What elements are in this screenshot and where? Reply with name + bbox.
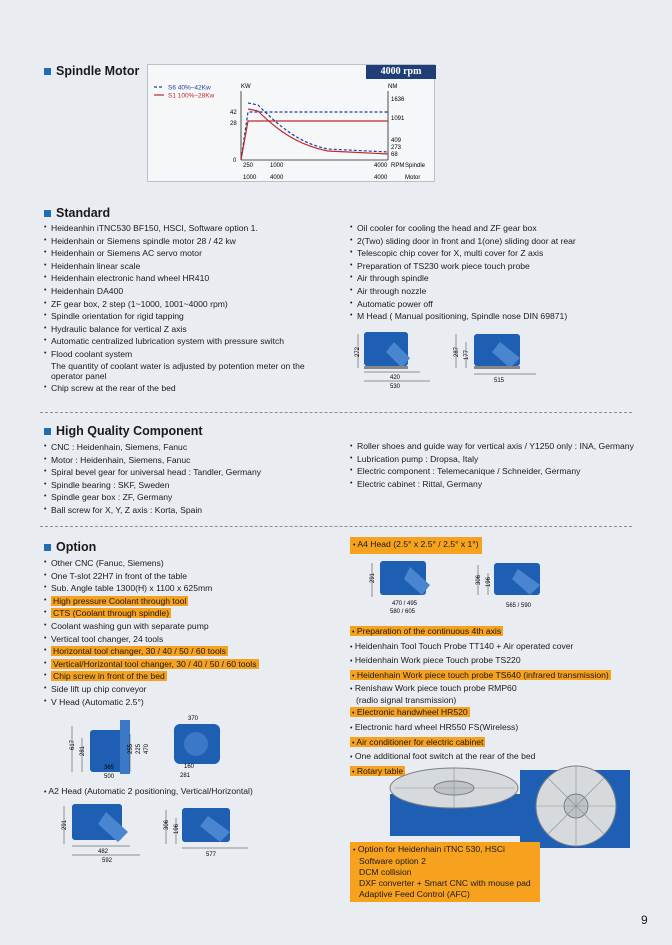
highlight-option: • Air conditioner for electric cabinet [352, 736, 484, 747]
list-item: • Electronic hard wheel HR550 FS(Wireless) [350, 721, 519, 732]
x-tick-4000: 4000 [374, 163, 388, 169]
list-item [350, 625, 640, 640]
list-item: • Lubrication pump : Dropsa, Italy [350, 453, 640, 466]
highlight-option: Vertical/Horizontal tool changer, 30 / 40 / 50 / 60 tools [53, 658, 257, 669]
list-item: • One T-slot 22H7 in front of the table [44, 570, 344, 583]
list-item: • Ball screw for X, Y, Z axis : Korta, Spain [44, 504, 344, 517]
rpm-badge: 4000 rpm [366, 65, 436, 79]
x-tick-motor-4000: 4000 [270, 175, 284, 181]
section-title-text: Option [56, 540, 97, 554]
list-item: • Renishaw Work piece touch probe RMP60 (radio signal transmission) [350, 683, 517, 706]
section-bullet-icon [44, 544, 51, 551]
option-left-list [44, 557, 344, 708]
list-item [44, 658, 344, 671]
list-item [44, 645, 344, 658]
vhead-drawing [66, 712, 306, 780]
x-tick-1000: 1000 [270, 163, 284, 169]
list-item: • Electric component : Telemecanique / Schneider, Germany [350, 465, 640, 478]
list-item: • Electric cabinet : Rittal, Germany [350, 478, 640, 491]
mhead-b-dim-287: 287 [454, 346, 460, 357]
legend-s6: S6 40%–42Kw [168, 84, 211, 92]
vhead-dim-617: 617 [70, 739, 76, 750]
highlight-option: • Rotary table [352, 765, 404, 776]
list-item: • CNC : Heidenhain, Siemens, Fanuc [44, 441, 344, 454]
list-item: • Heidenhain DA400 [44, 285, 344, 298]
mhead-a-dim-420: 420 [390, 375, 401, 381]
list-item: • Preparation of TS230 work piece touch probe [350, 260, 640, 273]
a2-dim-291: 291 [62, 819, 68, 830]
legend-s1: S1 100%–28Kw [168, 92, 215, 100]
spindle-section-title [44, 64, 139, 78]
left-tick-28: 28 [230, 121, 237, 127]
a4-head-title: • A4 Head (2.5° x 2.5° / 2.5° x 1°) [350, 537, 482, 554]
list-item: • Heidenhain Tool Touch Probe TT140 + Air operated cover [350, 640, 574, 651]
list-item: • Vertical tool changer, 24 tools [44, 633, 344, 646]
vhead-dim-225: 225 [136, 743, 142, 754]
list-item [44, 595, 344, 608]
list-item: • Automatic centralized lubrication system with pressure switch [44, 335, 344, 348]
mhead-a-dim-272: 272 [355, 346, 361, 357]
option-right-list [350, 625, 640, 779]
standard-section-title [44, 206, 110, 220]
list-item: • Spindle orientation for rigid tapping [44, 310, 344, 323]
a4-dim-565-590: 565 / 590 [506, 603, 532, 609]
list-item: • Sub. Angle table 1300(H) x 1100 x 625mm [44, 582, 344, 595]
x-tick-motor-4000b: 4000 [374, 175, 388, 181]
left-tick-42: 42 [230, 110, 237, 116]
s1-power-curve [241, 121, 388, 160]
box-line: Adaptive Feed Control (AFC) [359, 889, 470, 899]
a4-dim-306: 306 [476, 574, 482, 585]
x-tick-motor-1000: 1000 [243, 175, 257, 181]
list-item: • Heideanhin iTNC530 BF150, HSCI, Software option 1. [44, 222, 344, 235]
vhead-dim-470: 470 [144, 743, 150, 754]
list-item: • Air through nozzle [350, 285, 640, 298]
list-item: • Heidenhain electronic hand wheel HR410 [44, 272, 344, 285]
list-item [350, 706, 640, 721]
motor-label: Motor [405, 175, 421, 181]
list-item: • One additional foot switch at the rear of the bed [350, 751, 536, 762]
list-item: • Motor : Heidenhain, Siemens, Fanuc [44, 454, 344, 467]
mhead-b-dim-177: 177 [464, 349, 470, 360]
a2-head-title: • A2 Head (Automatic 2 positioning, Vertical/Horizontal) [44, 786, 253, 796]
vhead-dim-365: 365 [104, 765, 115, 771]
vhead-dim-370: 370 [188, 716, 199, 722]
a4-dim-196: 196 [486, 576, 492, 587]
a2-head-drawing [58, 800, 278, 864]
list-item: • Side lift up chip conveyor [44, 683, 344, 696]
list-item [44, 670, 344, 683]
list-item: • Automatic power off [350, 298, 640, 311]
list-item: • Heidenhain Work piece Touch probe TS220 [350, 655, 521, 666]
section-bullet-icon [44, 210, 51, 217]
a4-dim-580-605: 580 / 605 [390, 609, 416, 615]
flood-note: The quantity of coolant water is adjusted by potention meter on the operator panel [51, 360, 305, 382]
mhead-b-dim-515: 515 [494, 378, 505, 384]
section-divider [40, 526, 632, 527]
option-section-title [44, 540, 96, 554]
x-tick-250: 250 [243, 163, 254, 169]
list-item: • M Head ( Manual positioning, Spindle nose DIN 69871) [350, 310, 640, 323]
vhead-dim-160: 160 [184, 764, 195, 770]
spindle-label: Spindle [405, 163, 426, 169]
box-line: DCM collision [359, 867, 412, 877]
list-item: • Heidenhain linear scale [44, 260, 344, 273]
box-line: Software option 2 [359, 856, 426, 866]
highlight-option: High pressure Coolant through tool [53, 595, 187, 606]
a2-dim-196: 196 [174, 823, 180, 834]
list-item [44, 607, 344, 620]
list-item: • Spindle bearing : SKF, Sweden [44, 479, 344, 492]
left-tick-0: 0 [233, 158, 237, 164]
mhead-drawing-a [350, 328, 440, 390]
list-item: • Flood coolant system [44, 348, 344, 361]
list-item [350, 669, 640, 684]
list-item: • Chip screw at the rear of the bed [44, 382, 344, 395]
list-item: • Heidenhain or Siemens AC servo motor [44, 247, 344, 260]
right-tick-1636: 1636 [391, 97, 405, 103]
heidenhain-option-box [350, 842, 540, 902]
spindle-chart [147, 64, 435, 182]
a4-dim-470-495: 470 / 495 [392, 601, 418, 607]
list-item: • 2(Two) sliding door in front and 1(one) sliding door at rear [350, 235, 640, 248]
section-bullet-icon [44, 68, 51, 75]
highlight-option: Chip screw in front of the bed [53, 671, 165, 682]
nm-label: NM [388, 84, 398, 90]
vhead-dim-500: 500 [104, 774, 115, 780]
section-bullet-icon [44, 428, 51, 435]
page-number: 9 [641, 913, 648, 927]
list-item: • Air through spindle [350, 272, 640, 285]
kw-label: KW [241, 84, 251, 90]
box-line: DXF converter + Smart CNC with mouse pad [359, 878, 531, 888]
right-tick-1091: 1091 [391, 116, 405, 122]
right-tick-273: 273 [391, 145, 402, 151]
a4-dim-291: 291 [370, 572, 376, 583]
highlight-option: • Preparation of the continuous 4th axis [352, 626, 502, 636]
vhead-dim-281: 281 [80, 745, 86, 756]
section-divider [40, 412, 632, 413]
a2-dim-592: 592 [102, 858, 113, 864]
mhead-drawing-b [450, 328, 550, 390]
list-item: • Telescopic chip cover for X, multi cover for Z axis [350, 247, 640, 260]
standard-left-list [44, 222, 344, 394]
vhead-dim-281b: 281 [180, 773, 191, 779]
a4-head-drawing [366, 555, 596, 615]
list-item: • Spindle gear box : ZF, Germany [44, 491, 344, 504]
list-item: • Roller shoes and guide way for vertical axis / Y1250 only : INA, Germany [350, 441, 640, 453]
list-item: • Heidenhain or Siemens spindle motor 28 / 42 kw [44, 235, 344, 248]
highlight-option: • Electronic handwheel HR520 [352, 707, 468, 718]
list-item [350, 736, 640, 751]
highlight-option: Horizontal tool changer, 30 / 40 / 50 / 60 tools [53, 646, 226, 657]
rpm-label: RPM [391, 163, 405, 169]
hq-left-list [44, 441, 344, 517]
list-item: • Oil cooler for cooling the head and ZF gear box [350, 222, 640, 235]
section-title-text: Standard [56, 206, 111, 220]
list-item: • Other CNC (Fanuc, Siemens) [44, 557, 344, 570]
list-item: • Spiral bevel gear for universal head : Tandler, Germany [44, 466, 344, 479]
section-title-text: High Quality Component [56, 424, 203, 438]
list-item: • ZF gear box, 2 step (1~1000, 1001~4000 rpm) [44, 298, 344, 311]
s6-torque-curve [248, 103, 388, 152]
a2-dim-577: 577 [206, 852, 217, 858]
box-line: • Option for Heidenhain iTNC 530, HSCi [353, 844, 505, 854]
mhead-a-dim-530: 530 [390, 384, 401, 390]
section-title-text: Spindle Motor [56, 64, 140, 78]
a2-dim-306: 306 [164, 819, 170, 830]
rotary-table-image [384, 758, 634, 850]
right-tick-68: 68 [391, 152, 398, 158]
right-tick-409: 409 [391, 138, 402, 144]
spindle-chart-svg [148, 65, 436, 183]
list-item: • Hydraulic balance for vertical Z axis [44, 323, 344, 336]
list-item: • Coolant washing gun with separate pump [44, 620, 344, 633]
list-item: • V Head (Automatic 2.5°) [44, 696, 344, 709]
vhead-dim-255: 255 [128, 743, 134, 754]
highlight-option: CTS (Coolant through spindle) [53, 608, 170, 619]
hq-right-list [350, 441, 640, 490]
a2-dim-482: 482 [98, 849, 109, 855]
hq-section-title [44, 424, 203, 438]
standard-right-list [350, 222, 640, 323]
highlight-option: • Heidenhain Work piece touch probe TS640 (infrared transmission) [352, 669, 609, 680]
